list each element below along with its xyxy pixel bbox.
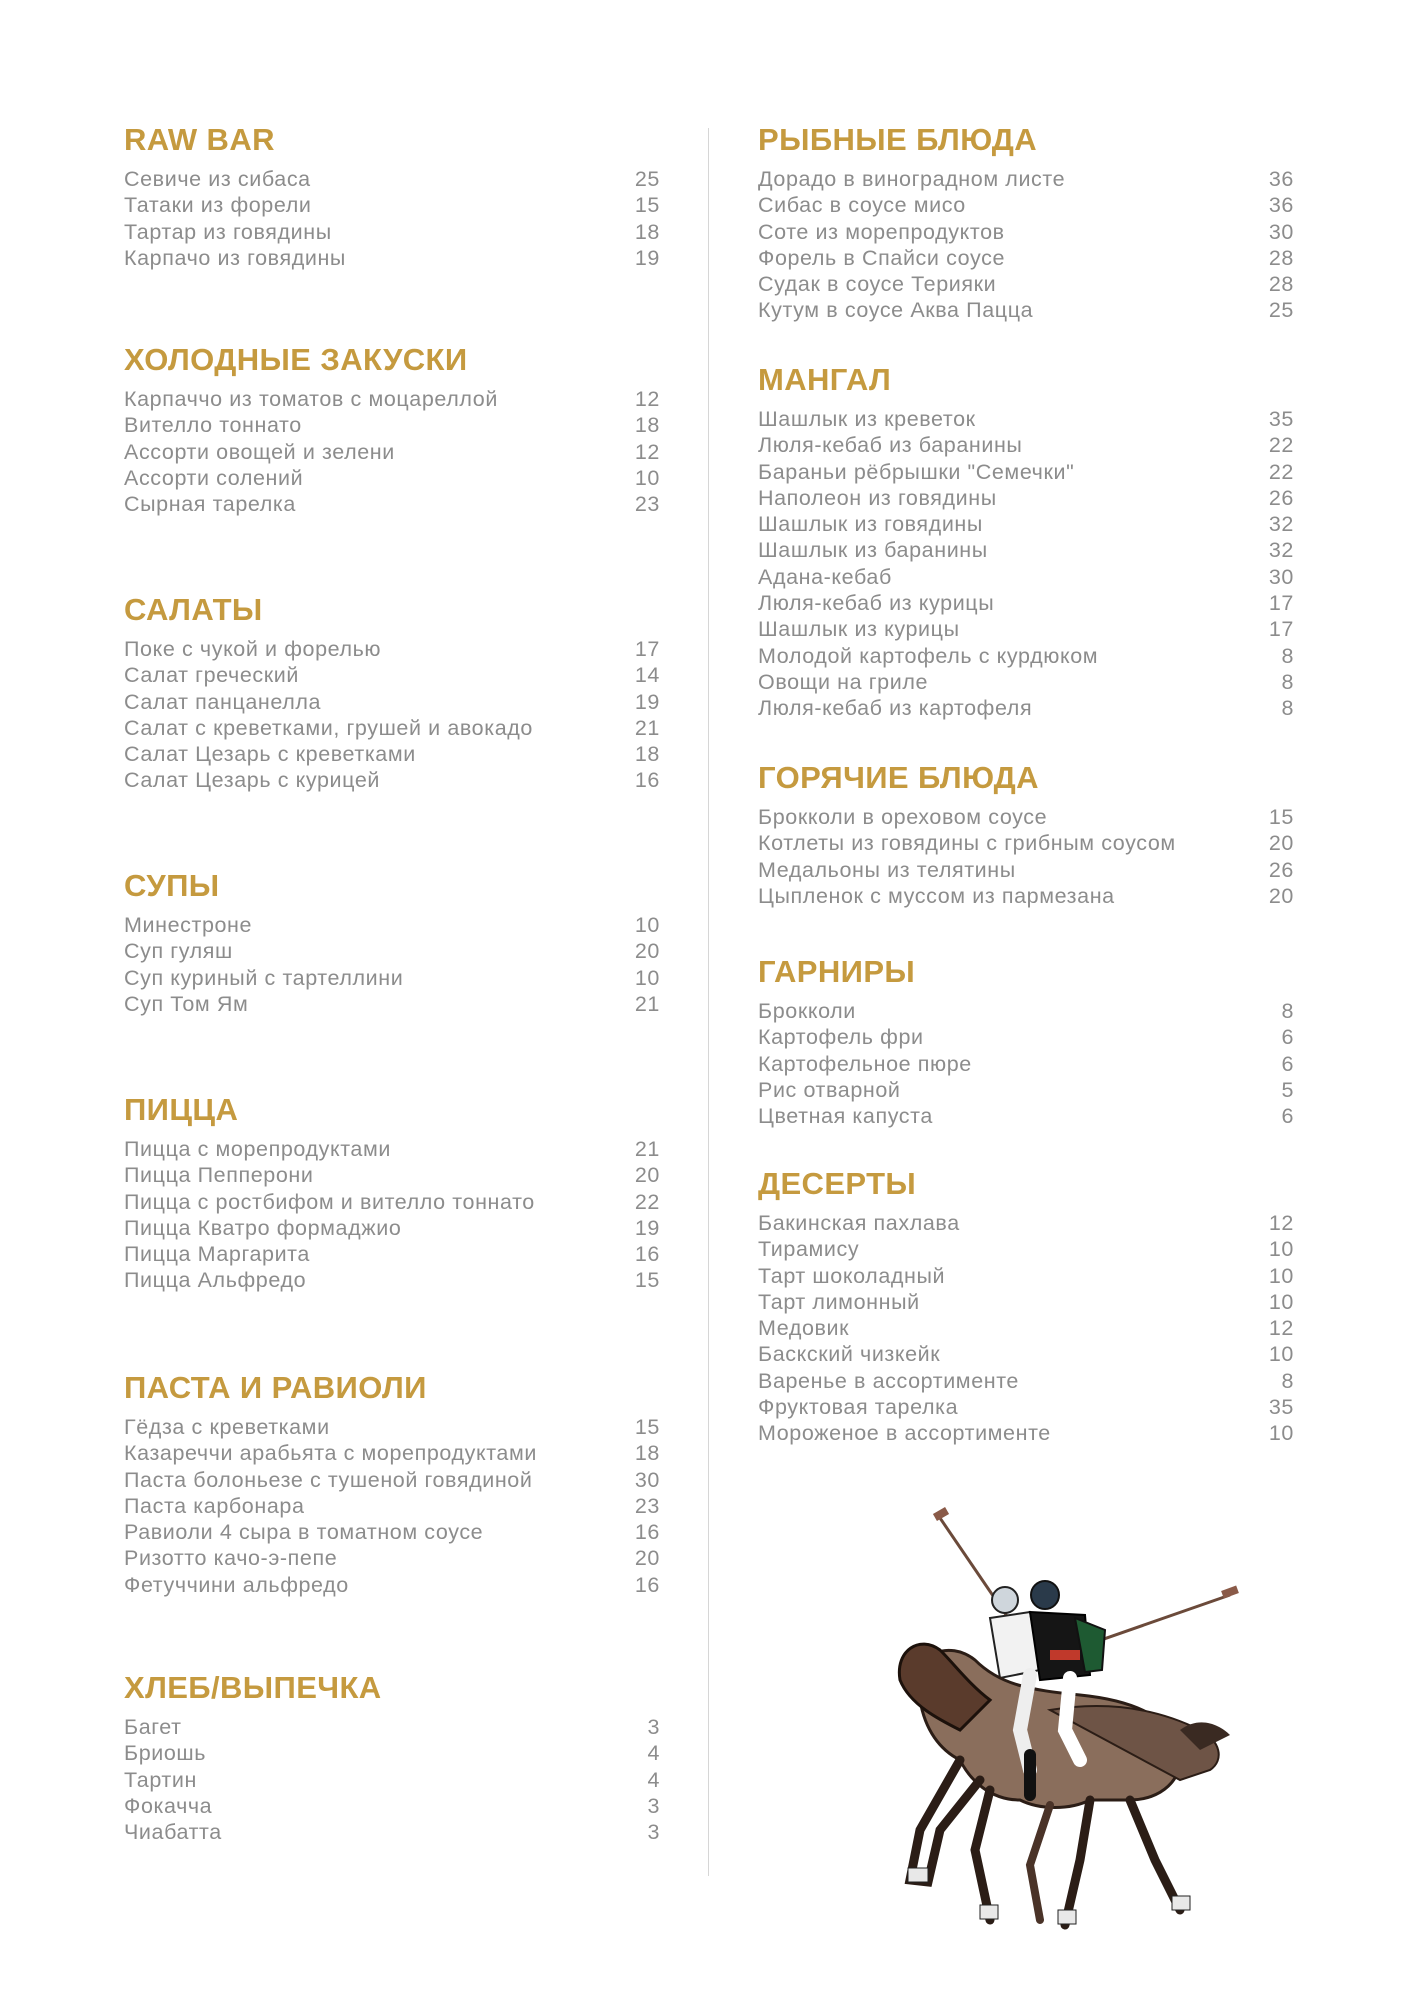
menu-item: [758, 219, 1294, 245]
item-price: 26: [1268, 857, 1294, 882]
item-price: 18: [634, 413, 660, 438]
menu-item: [758, 485, 1294, 511]
item-name: Овощи на гриле: [758, 669, 929, 694]
item-name: Тарт шоколадный: [758, 1263, 946, 1288]
menu-item: [124, 636, 660, 662]
item-name: Адана-кебаб: [758, 564, 892, 589]
section-raw-bar: [124, 120, 660, 271]
item-price: 15: [1268, 805, 1294, 829]
menu-item: [758, 297, 1294, 323]
item-name: Люля-кебаб из баранины: [758, 433, 1023, 458]
item-price: 30: [634, 1467, 660, 1492]
item-price: 10: [1268, 1421, 1294, 1446]
item-name: Суп гуляш: [124, 939, 233, 964]
menu-item: [758, 857, 1294, 883]
item-name: Гёдза с креветками: [124, 1415, 330, 1439]
item-name: Севиче из сибаса: [124, 167, 311, 191]
menu-item: [758, 1103, 1294, 1129]
item-name: Брокколи в ореховом соусе: [758, 805, 1048, 829]
section-title: ХЛЕБ/ВЫПЕЧКА: [124, 1670, 382, 1705]
item-name: Фетуччини альфредо: [124, 1572, 349, 1597]
menu-item: [758, 432, 1294, 458]
item-name: Тартин: [124, 1767, 197, 1792]
menu-item: [124, 439, 660, 465]
item-name: Шашлык из креветок: [758, 407, 976, 431]
menu-item: [124, 912, 660, 938]
menu-item: [124, 767, 660, 793]
item-price: 18: [634, 742, 660, 767]
item-name: Ассорти солений: [124, 465, 304, 490]
item-price: 14: [634, 663, 660, 688]
menu-item: [758, 166, 1294, 192]
section-grill: [758, 360, 1294, 722]
menu-item: [758, 1210, 1294, 1236]
item-name: Салат с креветками, грушей и авокадо: [124, 715, 533, 740]
item-price: 18: [634, 219, 660, 244]
menu-item: [124, 1440, 660, 1466]
menu-item: [758, 406, 1294, 432]
item-name: Суп Том Ям: [124, 991, 249, 1016]
menu-item: [124, 689, 660, 715]
item-name: Чиабатта: [124, 1820, 222, 1845]
menu-item: [124, 166, 660, 192]
menu-item: [758, 271, 1294, 297]
item-price: 22: [1268, 433, 1294, 458]
menu-item: [758, 564, 1294, 590]
item-price: 10: [1268, 1289, 1294, 1314]
menu-item: [124, 1189, 660, 1215]
menu-item: [758, 1236, 1294, 1262]
section-title: РЫБНЫЕ БЛЮДА: [758, 122, 1038, 157]
item-price: 3: [647, 1715, 660, 1739]
item-price: 10: [1268, 1263, 1294, 1288]
item-name: Судак в соусе Терияки: [758, 272, 997, 297]
menu-item: [758, 1368, 1294, 1394]
item-name: Карпаччо из томатов с моцареллой: [124, 387, 498, 411]
item-price: 3: [647, 1820, 660, 1845]
item-name: Молодой картофель с курдюком: [758, 643, 1099, 668]
item-price: 20: [1268, 831, 1294, 856]
section-pizza: [124, 1090, 660, 1294]
item-name: Пицца Пепперони: [124, 1163, 314, 1188]
section-pasta-ravioli: [124, 1368, 660, 1598]
item-name: Шашлык из курицы: [758, 617, 960, 642]
item-name: Татаки из форели: [124, 193, 312, 218]
item-price: 10: [634, 465, 660, 490]
section-side-dishes: [758, 952, 1294, 1129]
item-name: Пицца с морепродуктами: [124, 1137, 391, 1161]
item-price: 21: [634, 715, 660, 740]
item-price: 23: [634, 1493, 660, 1518]
section-title: САЛАТЫ: [124, 592, 263, 627]
menu-item: [758, 537, 1294, 563]
item-price: 16: [634, 1520, 660, 1545]
section-cold-appetizers: [124, 340, 660, 517]
item-price: 19: [634, 1215, 660, 1240]
item-name: Цыпленок с муссом из пармезана: [758, 883, 1115, 908]
item-name: Рис отварной: [758, 1077, 901, 1102]
menu-item: [758, 669, 1294, 695]
menu-item: [124, 1519, 660, 1545]
item-name: Медальоны из телятины: [758, 857, 1016, 882]
item-price: 12: [1268, 1316, 1294, 1341]
item-name: Баскский чизкейк: [758, 1342, 941, 1367]
item-price: 36: [1268, 193, 1294, 218]
item-price: 21: [634, 1137, 660, 1161]
item-name: Равиоли 4 сыра в томатном соусе: [124, 1520, 484, 1545]
item-price: 12: [634, 439, 660, 464]
item-name: Люля-кебаб из картофеля: [758, 696, 1033, 721]
item-price: 21: [634, 991, 660, 1016]
item-price: 8: [1281, 669, 1294, 694]
item-price: 3: [647, 1793, 660, 1818]
item-name: Фруктовая тарелка: [758, 1395, 959, 1420]
item-name: Котлеты из говядины с грибным соусом: [758, 831, 1176, 856]
polo-players-icon: [880, 1500, 1260, 1940]
item-name: Паста болоньезе с тушеной говядиной: [124, 1467, 533, 1492]
item-name: Тирамису: [758, 1237, 860, 1262]
section-title: СУПЫ: [124, 868, 220, 903]
item-name: Поке с чукой и форелью: [124, 637, 382, 661]
menu-item: [124, 1819, 660, 1845]
menu-item: [124, 1467, 660, 1493]
menu-item: [124, 1572, 660, 1598]
menu-item: [758, 1024, 1294, 1050]
section-title: ГОРЯЧИЕ БЛЮДА: [758, 760, 1039, 795]
item-price: 15: [634, 1268, 660, 1293]
item-price: 22: [1268, 459, 1294, 484]
menu-item: [758, 590, 1294, 616]
column-divider: [708, 128, 709, 1876]
item-name: Тарт лимонный: [758, 1289, 920, 1314]
menu-item: [124, 219, 660, 245]
section-salads: [124, 590, 660, 794]
section-hot-dishes: [758, 758, 1294, 909]
item-price: 19: [634, 689, 660, 714]
item-name: Пицца Маргарита: [124, 1242, 310, 1267]
item-name: Брокколи: [758, 999, 856, 1023]
menu-item: [124, 938, 660, 964]
item-price: 10: [1268, 1342, 1294, 1367]
item-price: 12: [1268, 1211, 1294, 1235]
menu-item: [124, 715, 660, 741]
menu-item: [124, 491, 660, 517]
item-price: 6: [1281, 1104, 1294, 1129]
item-name: Салат греческий: [124, 663, 299, 688]
item-price: 4: [647, 1741, 660, 1766]
menu-item: [124, 965, 660, 991]
menu-item: [124, 662, 660, 688]
item-name: Сырная тарелка: [124, 492, 296, 517]
section-title: МАНГАЛ: [758, 362, 892, 397]
menu-item: [758, 998, 1294, 1024]
item-name: Пицца с ростбифом и вителло тоннато: [124, 1189, 535, 1214]
menu-item: [124, 741, 660, 767]
menu-item: [758, 883, 1294, 909]
item-price: 17: [634, 637, 660, 661]
menu-item: [758, 616, 1294, 642]
item-name: Ассорти овощей и зелени: [124, 439, 395, 464]
item-name: Соте из морепродуктов: [758, 219, 1005, 244]
section-title: ГАРНИРЫ: [758, 954, 916, 989]
item-price: 20: [634, 939, 660, 964]
item-name: Бриошь: [124, 1741, 207, 1766]
section-title: RAW BAR: [124, 122, 275, 157]
item-price: 28: [1268, 245, 1294, 270]
item-price: 32: [1268, 512, 1294, 537]
item-price: 10: [634, 965, 660, 990]
menu-item: [758, 1420, 1294, 1446]
item-name: Дорадо в виноградном листе: [758, 167, 1066, 191]
section-desserts: [758, 1164, 1294, 1447]
section-title: ПИЦЦА: [124, 1092, 239, 1127]
item-name: Сибас в соусе мисо: [758, 193, 966, 218]
item-price: 20: [1268, 883, 1294, 908]
item-price: 25: [1268, 298, 1294, 323]
menu-item: [124, 1793, 660, 1819]
item-price: 20: [634, 1546, 660, 1571]
item-price: 30: [1268, 219, 1294, 244]
item-name: Форель в Спайси соусе: [758, 245, 1006, 270]
item-price: 15: [634, 1415, 660, 1439]
item-price: 30: [1268, 564, 1294, 589]
menu-item: [124, 386, 660, 412]
item-name: Фокачча: [124, 1793, 213, 1818]
menu-item: [758, 1289, 1294, 1315]
item-name: Тартар из говядины: [124, 219, 332, 244]
menu-item: [758, 1051, 1294, 1077]
item-name: Цветная капуста: [758, 1104, 933, 1129]
item-price: 4: [647, 1767, 660, 1792]
item-price: 25: [634, 167, 660, 191]
item-price: 16: [634, 1572, 660, 1597]
item-name: Бакинская пахлава: [758, 1211, 960, 1235]
menu-item: [758, 1341, 1294, 1367]
item-price: 5: [1281, 1077, 1294, 1102]
item-name: Паста карбонара: [124, 1493, 305, 1518]
item-name: Люля-кебаб из курицы: [758, 591, 995, 616]
menu-item: [124, 1767, 660, 1793]
item-name: Бараньи рёбрышки "Семечки": [758, 459, 1075, 484]
item-name: Суп куриный с тартеллини: [124, 965, 404, 990]
item-name: Картофельное пюре: [758, 1051, 972, 1076]
section-fish-dishes: [758, 120, 1294, 324]
item-name: Наполеон из говядины: [758, 485, 997, 510]
menu-item: [124, 1714, 660, 1740]
menu-item: [758, 1394, 1294, 1420]
menu-item: [124, 1241, 660, 1267]
item-price: 6: [1281, 1025, 1294, 1050]
section-title: ДЕСЕРТЫ: [758, 1166, 917, 1201]
menu-item: [758, 1315, 1294, 1341]
menu-item: [124, 1545, 660, 1571]
item-price: 36: [1268, 167, 1294, 191]
item-price: 8: [1281, 1368, 1294, 1393]
item-name: Багет: [124, 1715, 182, 1739]
menu-item: [758, 1077, 1294, 1103]
item-price: 35: [1268, 407, 1294, 431]
menu-item: [758, 643, 1294, 669]
item-price: 12: [634, 387, 660, 411]
menu-item: [124, 1215, 660, 1241]
menu-item: [124, 1136, 660, 1162]
item-name: Шашлык из говядины: [758, 512, 983, 537]
item-price: 8: [1281, 696, 1294, 721]
section-bread-pastry: [124, 1668, 660, 1845]
item-name: Картофель фри: [758, 1025, 924, 1050]
menu-item: [124, 1267, 660, 1293]
item-price: 17: [1268, 617, 1294, 642]
item-name: Медовик: [758, 1316, 850, 1341]
item-name: Пицца Альфредо: [124, 1268, 307, 1293]
item-price: 22: [634, 1189, 660, 1214]
item-name: Казареччи арабьята с морепродуктами: [124, 1441, 537, 1466]
item-price: 35: [1268, 1395, 1294, 1420]
item-price: 6: [1281, 1051, 1294, 1076]
item-price: 32: [1268, 538, 1294, 563]
menu-item: [124, 245, 660, 271]
item-price: 10: [634, 913, 660, 937]
item-price: 19: [634, 245, 660, 270]
item-name: Салат панцанелла: [124, 689, 322, 714]
menu-item: [124, 1493, 660, 1519]
menu-item: [124, 192, 660, 218]
item-name: Ризотто качо-э-пепе: [124, 1546, 338, 1571]
menu-item: [758, 830, 1294, 856]
item-name: Кутум в соусе Аква Пацца: [758, 298, 1034, 323]
section-title: ХОЛОДНЫЕ ЗАКУСКИ: [124, 342, 468, 377]
menu-item: [124, 1414, 660, 1440]
item-name: Мороженое в ассортименте: [758, 1421, 1051, 1446]
item-price: 17: [1268, 591, 1294, 616]
item-price: 20: [634, 1163, 660, 1188]
item-name: Пицца Кватро формаджио: [124, 1215, 402, 1240]
menu-item: [758, 1263, 1294, 1289]
item-name: Салат Цезарь с курицей: [124, 768, 380, 793]
item-price: 18: [634, 1441, 660, 1466]
item-price: 10: [1268, 1237, 1294, 1262]
item-name: Салат Цезарь с креветками: [124, 742, 416, 767]
item-name: Минестроне: [124, 913, 253, 937]
section-soups: [124, 866, 660, 1017]
item-name: Шашлык из баранины: [758, 538, 988, 563]
menu-item: [758, 695, 1294, 721]
item-price: 28: [1268, 272, 1294, 297]
menu-item: [758, 511, 1294, 537]
item-price: 16: [634, 1242, 660, 1267]
menu-item: [124, 412, 660, 438]
item-name: Варенье в ассортименте: [758, 1368, 1019, 1393]
item-price: 16: [634, 768, 660, 793]
section-title: ПАСТА И РАВИОЛИ: [124, 1370, 427, 1405]
menu-item: [758, 459, 1294, 485]
item-price: 26: [1268, 485, 1294, 510]
menu-item: [758, 245, 1294, 271]
menu-item: [124, 1740, 660, 1766]
menu-item: [758, 804, 1294, 830]
menu-item: [124, 991, 660, 1017]
item-name: Вителло тоннато: [124, 413, 302, 438]
item-price: 23: [634, 492, 660, 517]
item-price: 15: [634, 193, 660, 218]
menu-item: [758, 192, 1294, 218]
menu-item: [124, 465, 660, 491]
menu-item: [124, 1162, 660, 1188]
item-price: 8: [1281, 999, 1294, 1023]
item-price: 8: [1281, 643, 1294, 668]
item-name: Карпачо из говядины: [124, 245, 346, 270]
